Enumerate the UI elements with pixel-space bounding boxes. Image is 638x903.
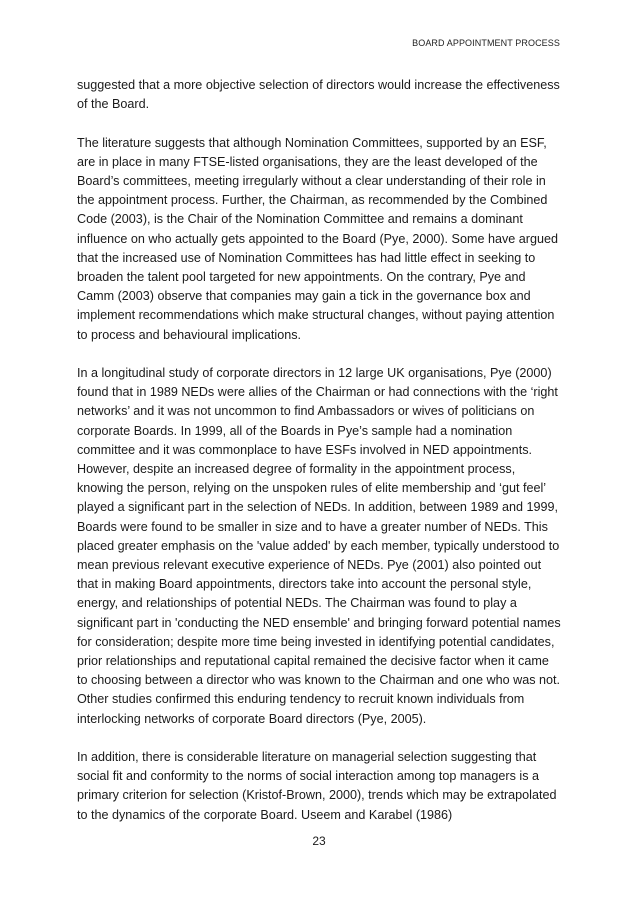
body-text [77, 76, 562, 844]
running-header: BOARD APPOINTMENT PROCESS [412, 38, 560, 48]
page-number: 23 [312, 834, 326, 848]
paragraph: In a longitudinal study of corporate directors in 12 large UK organisations, Pye (2000) found that in 1989 NEDs were allies of the Chairman or had connections with the ‘right networks’ and it was not uncommon to find Ambassadors or wives of politicians on corporate Boards. In 1999, all of the Boards in Pye’s sample had a nomination committee and it was commonplace to have ESFs involved in NED appointments. However, despite an increased degree of formality in the appointment process, knowing the person, relying on the unspoken rules of elite membership and ‘gut feel’ played a significant part in the selection of NEDs. In addition, between 1989 and 1999, Boards were found to be smaller in size and to have a greater number of NEDs. This placed greater emphasis on the 'value added' by each member, typically understood to mean previous relevant executive experience of NEDs. Pye (2001) also pointed out that in making Board appointments, directors take into account the personal style, energy, and relationships of potential NEDs. The Chairman was found to play a significant part in 'conducting the NED ensemble' and bringing forward potential names for consideration; despite more time being invested in identifying potential candidates, prior relationships and reputational capital remained the decisive factor when it came to choosing between a director who was known to the Chairman and one who was not. Other studies confirmed this enduring tendency to recruit known individuals from interlocking networks of corporate Board directors (Pye, 2005). [77, 366, 561, 726]
paragraph: In addition, there is considerable literature on managerial selection suggesting that social fit and conformity to the norms of social interaction among top managers is a primary criterion for selection (Kristof-Brown, 2000), trends which may be extrapolated to the dynamics of the corporate Board. Useem and Karabel (1986) [77, 750, 557, 822]
paragraph: The literature suggests that although Nomination Committees, supported by an ESF, are in place in many FTSE-listed organisations, they are the least developed of the Board’s committees, meeting irregularly without a clear understanding of their role in the appointment process. Further, the Chairman, as recommended by the Combined Code (2003), is the Chair of the Nomination Committee and remains a dominant influence on who actually gets appointed to the Board (Pye, 2000). Some have argued that the increased use of Nomination Committees has had little effect in seeking to broaden the talent pool targeted for new appointments. On the contrary, Pye and Camm (2003) observe that companies may gain a tick in the governance box and implement recommendations which make structural changes, without paying attention to process and behavioural implications. [77, 135, 558, 342]
paragraph: suggested that a more objective selection of directors would increase the effectiveness of the Board. [77, 78, 560, 112]
